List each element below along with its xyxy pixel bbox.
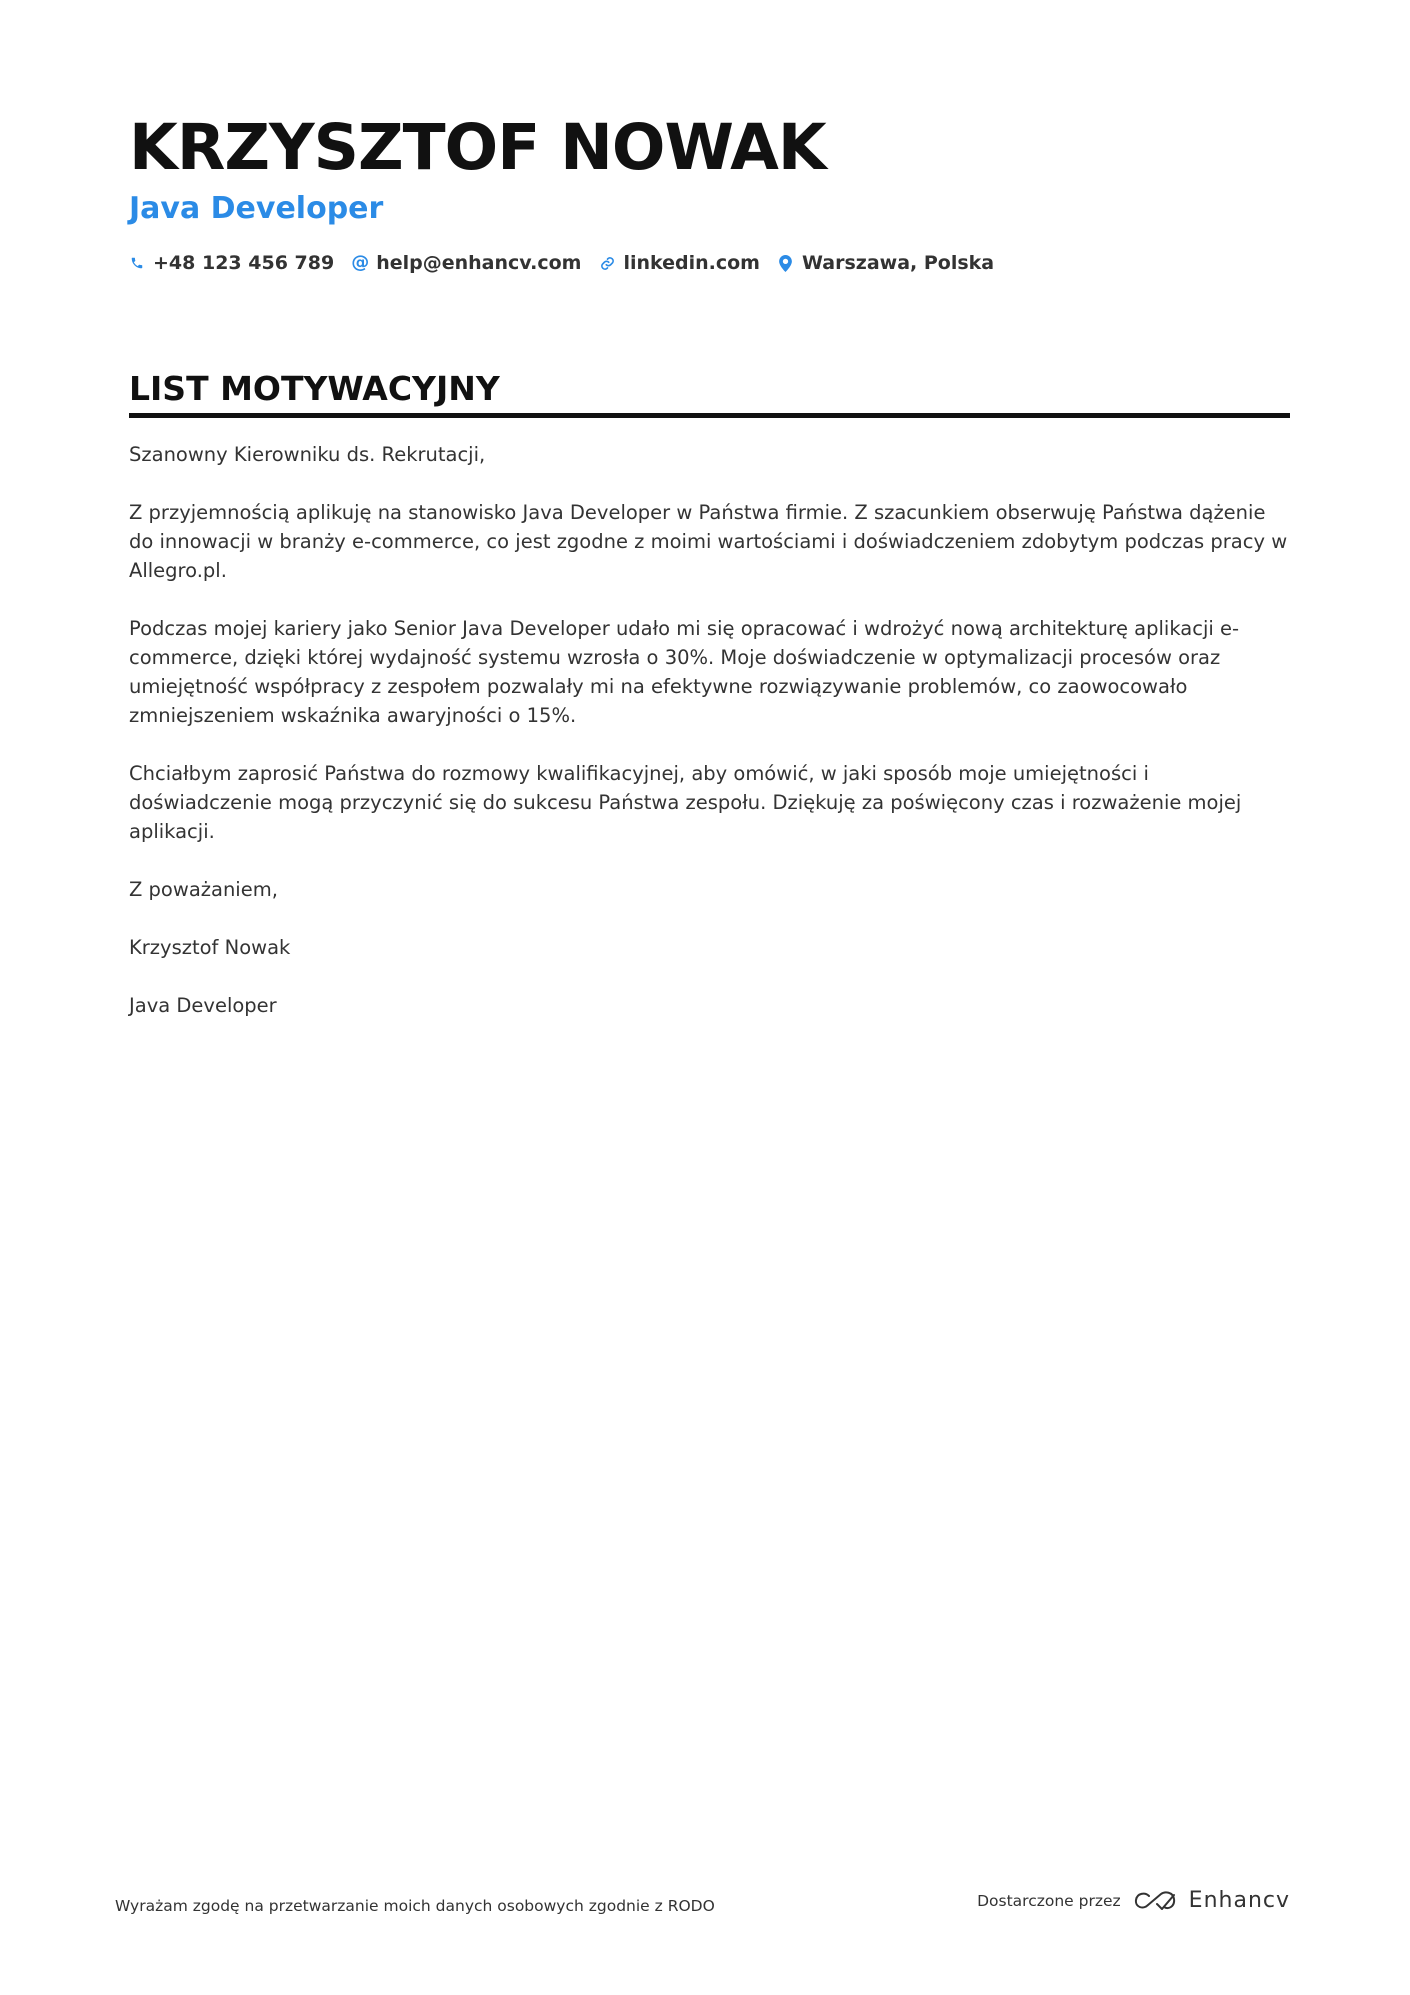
section-divider: [129, 413, 1290, 418]
contact-phone[interactable]: [129, 252, 334, 274]
contact-email[interactable]: [352, 252, 581, 274]
signature-title: Java Developer: [129, 994, 277, 1017]
section-title: LIST MOTYWACYJNY: [129, 369, 500, 408]
header: [129, 110, 1289, 278]
location-text: Warszawa, Polska: [801, 252, 995, 274]
applicant-name: KRZYSZTOF NOWAK: [129, 111, 826, 184]
letter-closing: Z poważaniem,: [129, 878, 278, 901]
signature-name: Krzysztof Nowak: [129, 936, 291, 959]
enhancv-logo-icon: [1133, 1890, 1177, 1912]
location-pin-icon: [778, 253, 794, 273]
phone-number: +48 123 456 789: [153, 252, 335, 274]
contact-location: [778, 252, 994, 274]
applicant-role: Java Developer: [129, 191, 384, 226]
letter-paragraph: Chciałbym zaprosić Państwa do rozmowy kwalifikacyjnej, aby omówić, w jaki sposób moje umiejętności i doświadczenie mogą przyczynić się do sukcesu Państwa zespołu. Dziękuję za poświęcony czas i rozważenie mojej aplikacji.: [129, 762, 1242, 843]
section-header: [129, 367, 1290, 418]
contact-linkedin[interactable]: [599, 252, 760, 274]
letter-body: [129, 440, 1289, 1049]
footer-branding[interactable]: [977, 1888, 1290, 1913]
gdpr-consent: Wyrażam zgodę na przetwarzanie moich danych osobowych zgodnie z RODO: [115, 1897, 715, 1915]
linkedin-link: linkedin.com: [623, 252, 760, 274]
email-address: help@enhancv.com: [376, 252, 582, 274]
letter-salutation: Szanowny Kierowniku ds. Rekrutacji,: [129, 443, 486, 466]
letter-paragraph: Z przyjemnością aplikuję na stanowisko Java Developer w Państwa firmie. Z szacunkiem obserwuję Państwa dążenie do innowacji w branży e-commerce, co jest zgodne z moimi wartościami i doświadczeniem zdobytym podczas pracy w Allegro.pl.: [129, 501, 1288, 582]
brand-name: Enhancv: [1188, 1888, 1290, 1913]
letter-paragraph: Podczas mojej kariery jako Senior Java Developer udało mi się opracować i wdrożyć nową architekturę aplikacji e-commerce, dzięki której wydajność systemu wzrosła o 30%. Moje doświadczenie w optymalizacji procesów oraz umiejętność współpracy z zespołem pozwalały mi na efektywne rozwiązywanie problemów, co zaowocowało zmniejszeniem wskaźnika awaryjności o 15%.: [129, 617, 1240, 727]
provided-by-label: Dostarczone przez: [977, 1891, 1121, 1910]
at-icon: @: [351, 252, 370, 273]
phone-icon: [129, 253, 145, 273]
contact-bar: [129, 248, 1289, 278]
link-icon: [599, 253, 615, 273]
